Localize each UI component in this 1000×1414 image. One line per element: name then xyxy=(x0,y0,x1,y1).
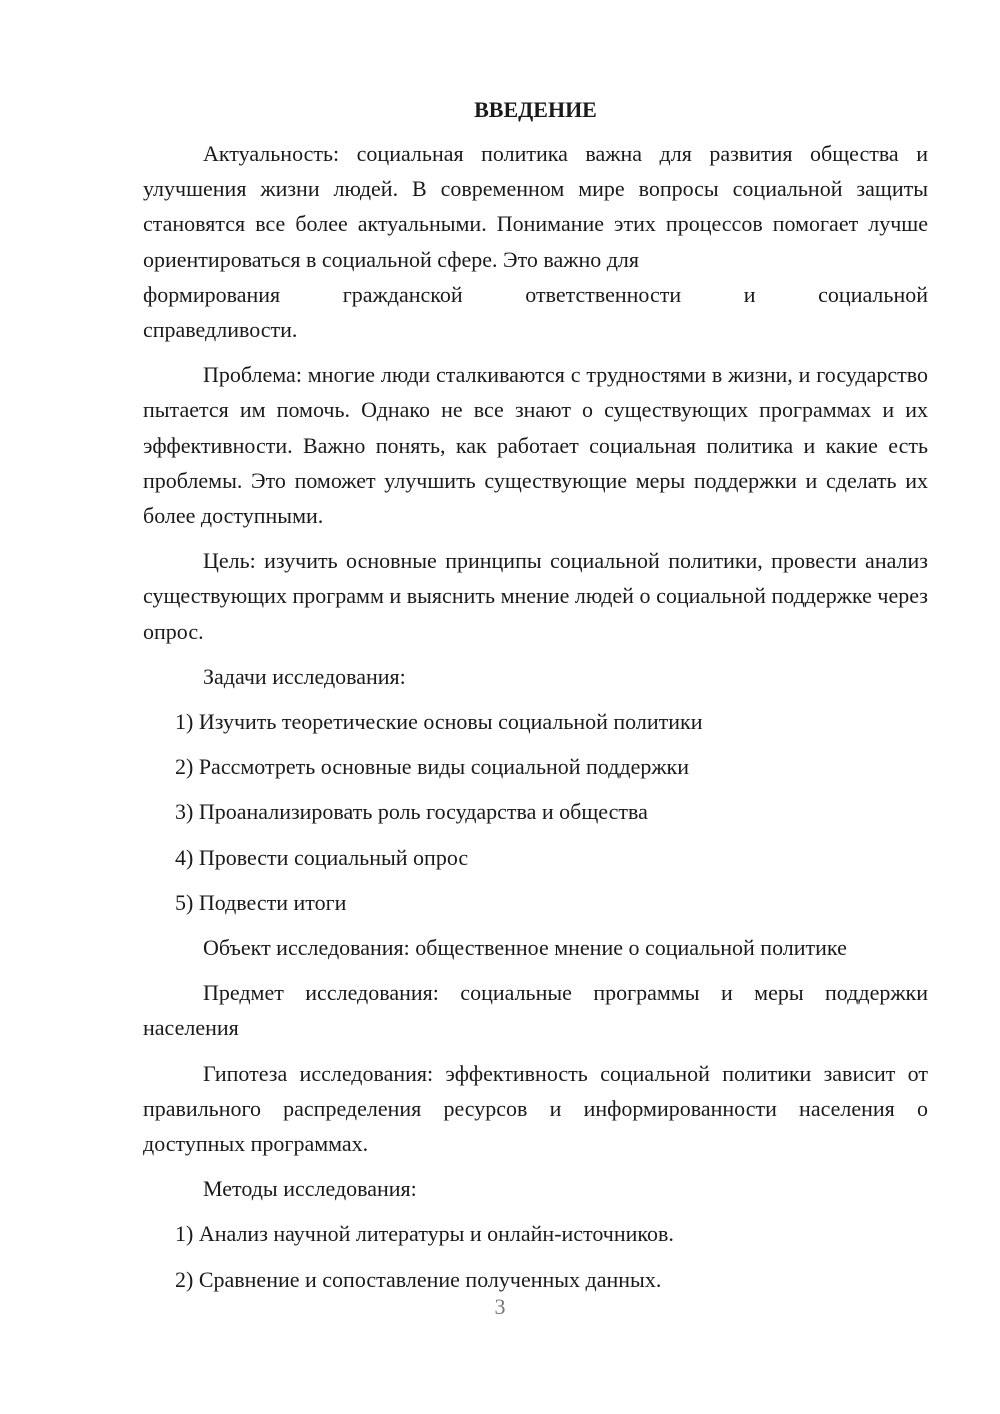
relevance-text: Актуальность: социальная политика важна для развития общества и улучшения жизни людей. В современном мире вопросы социальной защиты становятся все более актуальными. Понимание этих процессов помогает лучше ориентироваться в социальной сфере. Это важно для xyxy=(143,141,928,272)
document-body xyxy=(143,94,928,1307)
method-item: 1) Анализ научной литературы и онлайн-источников. xyxy=(175,1221,674,1247)
relevance-paragraph xyxy=(143,136,928,347)
task-item: 5) Подвести итоги xyxy=(175,889,347,915)
page-number: 3 xyxy=(494,1294,506,1319)
subject-paragraph: Предмет исследования: социальные программы и меры поддержки населения xyxy=(143,980,928,1041)
task-item: 1) Изучить теоретические основы социальной политики xyxy=(175,709,703,735)
relevance-text-line: формирования гражданской ответственности и социальной xyxy=(143,281,928,307)
method-item: 2) Сравнение и сопоставление полученных данных. xyxy=(175,1266,662,1292)
problem-paragraph: Проблема: многие люди сталкиваются с трудностями в жизни, и государство пытается им помочь. Однако не все знают о существующих программах и их эффективности. Важно понять, как работает социальная политика и какие есть проблемы. Это поможет улучшить существующие меры поддержки и сделать их более доступными. xyxy=(143,362,928,529)
methods-title: Методы исследования: xyxy=(203,1176,417,1202)
task-item: 2) Рассмотреть основные виды социальной поддержки xyxy=(175,754,689,780)
hypothesis-paragraph: Гипотеза исследования: эффективность социальной политики зависит от правильного распределения ресурсов и информированности населения о доступных программах. xyxy=(143,1060,928,1157)
object-paragraph: Объект исследования: общественное мнение о социальной политике xyxy=(203,935,847,961)
section-heading: ВВЕДЕНИЕ xyxy=(474,97,597,122)
tasks-title: Задачи исследования: xyxy=(203,663,406,689)
task-item: 3) Проанализировать роль государства и общества xyxy=(175,799,648,825)
relevance-text-end: справедливости. xyxy=(143,317,298,343)
goal-paragraph: Цель: изучить основные принципы социальной политики, провести анализ существующих программ и выяснить мнение людей о социальной поддержке через опрос. xyxy=(143,548,928,644)
task-item: 4) Провести социальный опрос xyxy=(175,844,469,870)
